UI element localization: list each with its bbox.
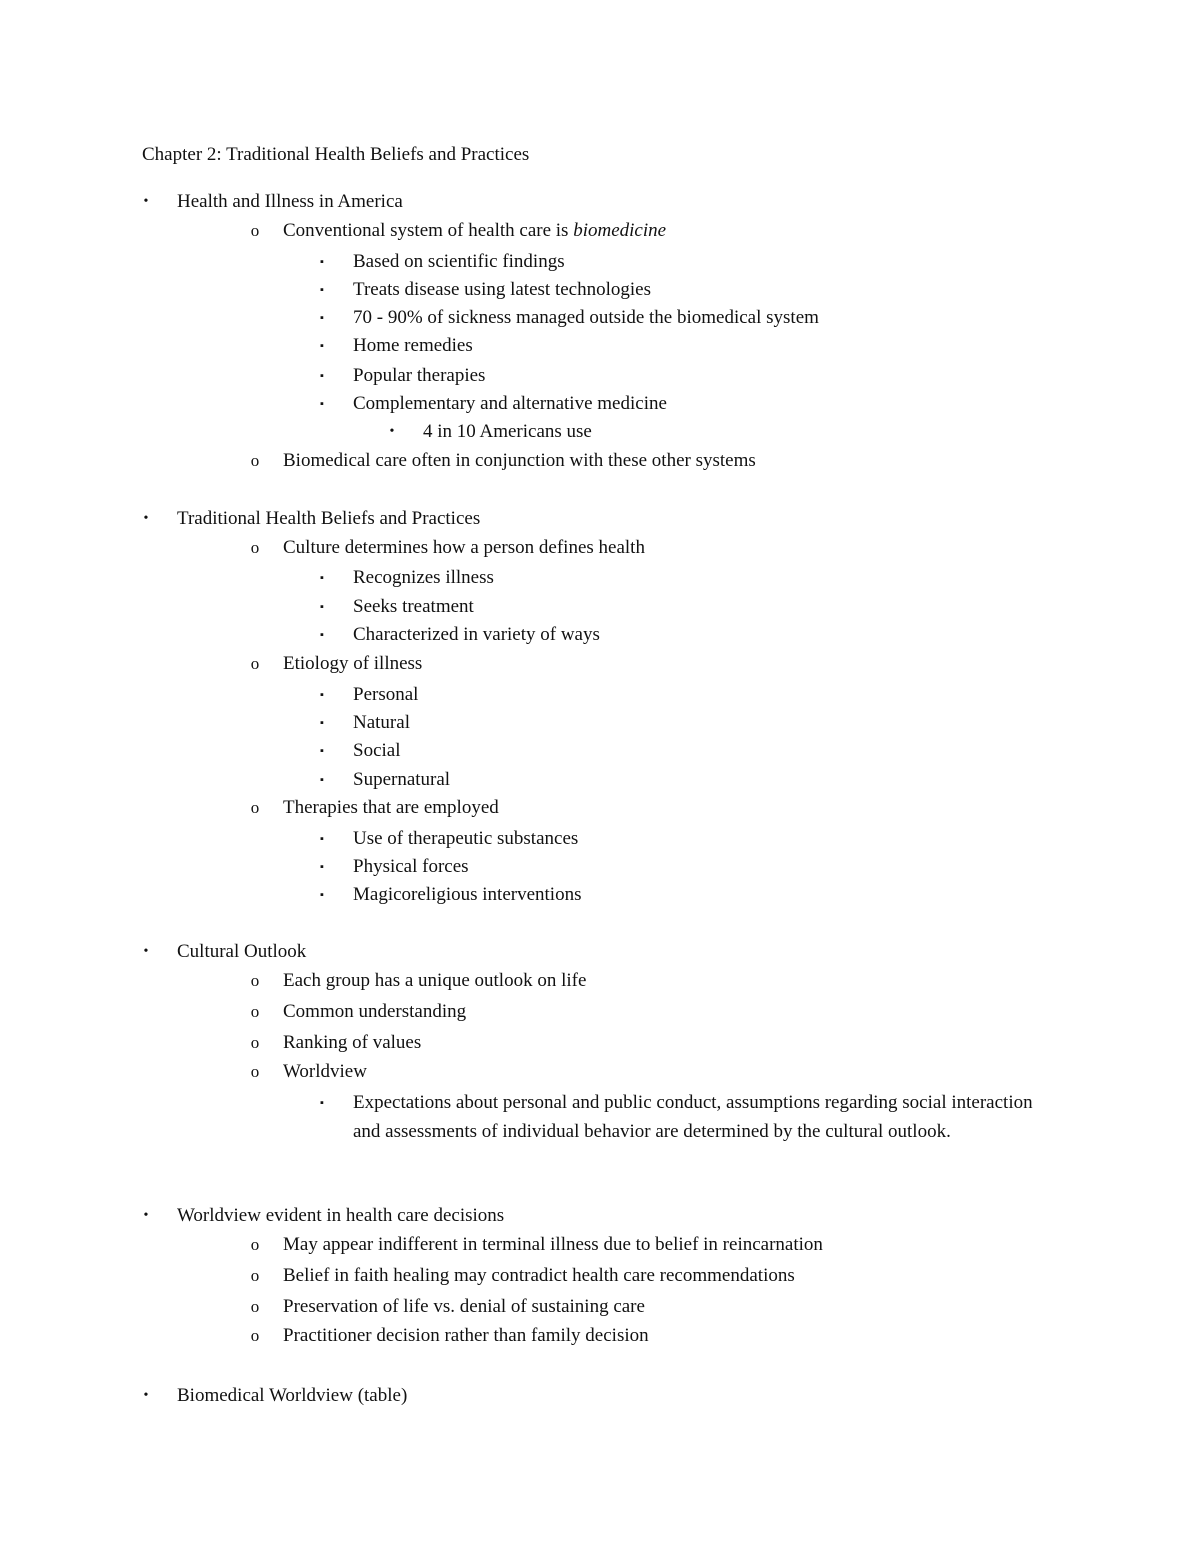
list-item: Home remedies <box>353 335 473 356</box>
list-marker: ▪ <box>320 861 324 873</box>
list-item: Complementary and alternative medicine <box>353 393 667 414</box>
list-marker: ▪ <box>320 1097 324 1109</box>
list-item: Personal <box>353 684 419 705</box>
list-marker: ▪ <box>320 398 324 410</box>
list-item: Biomedical care often in conjunction with these other systems <box>283 450 756 471</box>
list-item: Each group has a unique outlook on life <box>283 970 587 991</box>
list-item: Social <box>353 740 401 761</box>
list-marker: o <box>250 1002 260 1021</box>
list-item: Seeks treatment <box>353 596 474 617</box>
bullet-marker: • <box>143 194 149 209</box>
list-marker: ▪ <box>320 833 324 845</box>
bullet-marker: • <box>143 944 149 959</box>
list-item: Use of therapeutic substances <box>353 828 579 849</box>
list-marker: o <box>250 1033 260 1052</box>
section-heading: Health and Illness in America <box>177 191 403 212</box>
list-item-text: Conventional system of health care is <box>283 220 574 241</box>
list-marker: ▪ <box>320 284 324 296</box>
bullet-marker: • <box>143 1208 149 1223</box>
list-marker: o <box>250 1297 260 1316</box>
list-marker: o <box>250 971 260 990</box>
list-marker: ▪ <box>320 572 324 584</box>
list-item: Ranking of values <box>283 1032 422 1053</box>
list-item: Treats disease using latest technologies <box>353 279 651 300</box>
list-marker: o <box>250 451 260 470</box>
list-item: 70 - 90% of sickness managed outside the biomedical system <box>353 307 819 328</box>
list-item: Belief in faith healing may contradict health care recommendations <box>283 1265 795 1286</box>
list-marker: o <box>250 1266 260 1285</box>
emphasis-term: biomedicine <box>573 220 667 241</box>
list-item: 4 in 10 Americans use <box>423 421 592 442</box>
section-heading: Traditional Health Beliefs and Practices <box>177 508 481 529</box>
list-marker: ▪ <box>320 370 324 382</box>
list-marker: ▪ <box>320 601 324 613</box>
bullet-marker: • <box>143 511 149 526</box>
list-item: May appear indifferent in terminal illness due to belief in reincarnation <box>283 1234 823 1255</box>
list-item: Preservation of life vs. denial of sustaining care <box>283 1296 645 1317</box>
section-heading: Cultural Outlook <box>177 941 307 962</box>
list-item: Expectations about personal and public conduct, assumptions regarding social interaction and assessments of individual behavior are determined by the cultural outlook. <box>353 1092 1033 1142</box>
list-item <box>283 219 666 243</box>
list-item: Based on scientific findings <box>353 251 565 272</box>
section-heading: Worldview evident in health care decisions <box>177 1205 505 1226</box>
list-marker: ▪ <box>320 340 324 352</box>
list-marker: o <box>250 654 260 673</box>
list-item: Etiology of illness <box>283 653 423 674</box>
list-item: Magicoreligious interventions <box>353 884 582 905</box>
list-marker: o <box>250 1062 260 1081</box>
list-marker: o <box>250 221 260 240</box>
list-marker: o <box>250 538 260 557</box>
list-marker: ▪ <box>320 889 324 901</box>
bullet-marker: • <box>143 1388 149 1403</box>
list-marker: ▪ <box>320 256 324 268</box>
list-item: Worldview <box>283 1061 367 1082</box>
list-item: Recognizes illness <box>353 567 494 588</box>
list-marker: • <box>389 424 395 439</box>
list-item: Natural <box>353 712 410 733</box>
section-heading: Biomedical Worldview (table) <box>177 1385 408 1406</box>
list-item: Characterized in variety of ways <box>353 624 600 645</box>
list-item: Supernatural <box>353 769 451 790</box>
list-item: Popular therapies <box>353 365 486 386</box>
list-marker: ▪ <box>320 774 324 786</box>
list-marker: ▪ <box>320 629 324 641</box>
list-item: Practitioner decision rather than family decision <box>283 1325 649 1346</box>
list-item: Culture determines how a person defines health <box>283 537 645 558</box>
list-marker: ▪ <box>320 689 324 701</box>
list-marker: ▪ <box>320 745 324 757</box>
list-marker: o <box>250 1235 260 1254</box>
list-marker: ▪ <box>320 312 324 324</box>
list-marker: ▪ <box>320 717 324 729</box>
page-title: Chapter 2: Traditional Health Beliefs and Practices <box>142 144 530 165</box>
list-item: Therapies that are employed <box>283 797 499 818</box>
list-item: Physical forces <box>353 856 469 877</box>
list-marker: o <box>250 1326 260 1345</box>
list-item: Common understanding <box>283 1001 467 1022</box>
list-marker: o <box>250 798 260 817</box>
